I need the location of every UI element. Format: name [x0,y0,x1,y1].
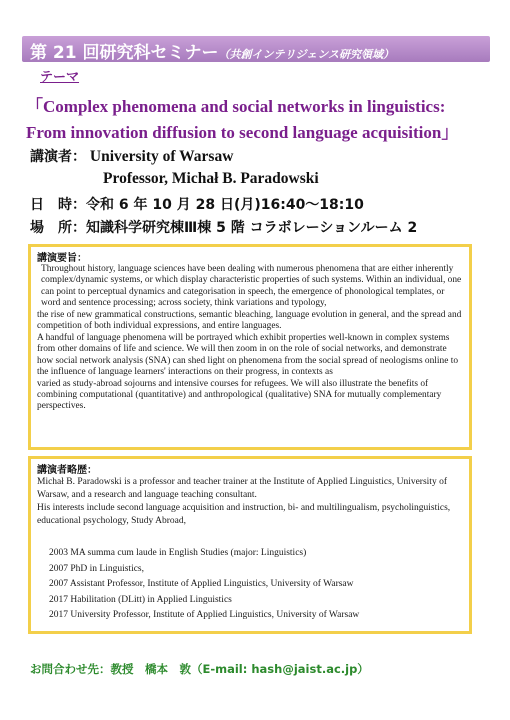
bio-body [37,476,467,624]
banner-title-text: 第 21 回研究科セミナー [30,43,219,63]
speaker-affiliation: University of Warsaw [89,148,234,165]
bio-box [28,456,472,634]
career-item: 2017 University Professor, Institute of Applied Linguistics, University of Warsaw [49,610,360,621]
bio-heading: 講演者略歴： [37,465,97,476]
datetime-value: 令和 6 年 10 月 28 日(月)16:40～18:10 [86,197,364,213]
talk-title-line-1: 「Complex phenomena and social networks in linguistics: [26,97,446,116]
contact-info: お問合わせ先：教授 橋本 敦（E-mail: hash@jaist.ac.jp） [30,662,369,676]
seminar-banner [22,36,490,62]
abstract-heading: 講演要旨： [37,253,87,264]
datetime-row [30,194,364,214]
abstract-paragraph: A handful of language phenomena will be portrayed which exhibit properties well-known in complex systems from other domains of life and science. We will then zoom in on the role of social networks, and demonstrate how social network analysis (SNA) can shed light on phenomena from the social spread of neologisms online to the influence of language learners' interactions on their progress, in contexts as [37,332,459,378]
bio-line: Michał B. Paradowski is a professor and teacher trainer at the Institute of Applied Linguistics, University of Warsaw, and a research and language teaching consultant. [37,477,447,500]
abstract-paragraph: the rise of new grammatical constructions, semantic bleaching, language evolution in general, and the spread and competition of both individual expressions, and entire languages. [37,309,462,332]
career-item: 2007 PhD in Linguistics, [49,563,145,574]
career-item: 2003 MA summa cum laude in English Studies (major: Linguistics) [49,548,307,558]
career-item: 2017 Habilitation (DLitt) in Applied Linguistics [49,594,232,605]
career-item: 2007 Assistant Professor, Institute of Applied Linguistics, University of Warsaw [49,579,354,590]
seminar-title [30,38,394,63]
venue-value: 知識科学研究棟Ⅲ棟 5 階 コラボレーションルーム 2 [86,220,418,236]
speaker-row [30,146,233,166]
abstract-body [37,264,465,413]
abstract-paragraph: varied as study-abroad sojourns and intensive courses for refugees. We will also illustrate the benefits of combining computational (quantitative) and anthropological (qualitative) SNA for mutually complementary perspectives. [37,378,442,412]
datetime-label: 日 時： [30,197,86,213]
bio-line: His interests include second language acquisition and instruction, bi- and multilingualism, psycholinguistics, educational psychology, Study Abroad, [37,503,451,526]
speaker-label: 講演者： [30,149,86,165]
theme-label: テーマ [40,70,80,85]
talk-title-line-2: From innovation diffusion to second language acquisition」 [26,123,459,142]
venue-row [30,217,417,237]
venue-label: 場 所： [30,220,86,236]
banner-subtitle: （共創インテリジェンス研究領域） [218,48,394,61]
speaker-name: Professor, Michał B. Paradowski [103,170,319,187]
abstract-paragraph: Throughout history, language sciences have been dealing with numerous phenomena that are either inherently complex/dynamic systems, or which display characteristic properties of such systems. Within an individual, one can point to perceptual dynamics and categorisation in speech, the emergence of phonological templates, or word and sentence processing; across society, think variations and typology, [41,264,462,309]
abstract-box [28,244,472,450]
